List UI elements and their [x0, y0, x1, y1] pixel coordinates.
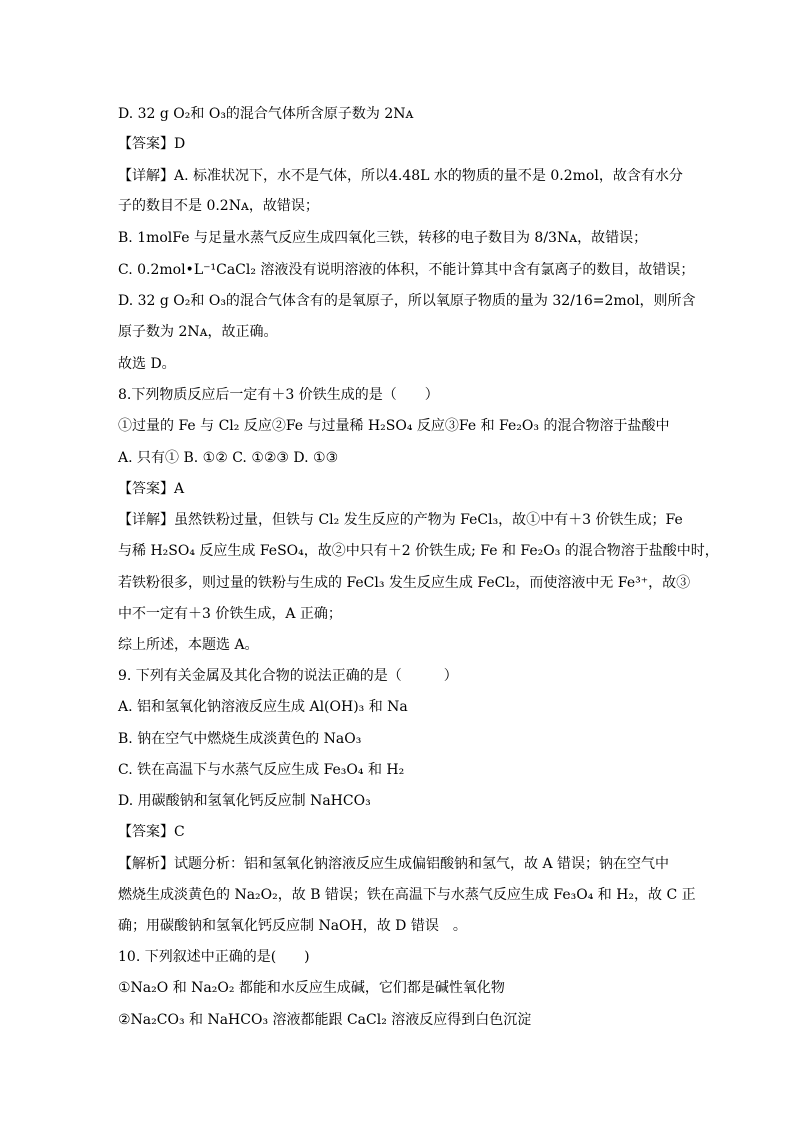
question-10-item1: ①Na₂O 和 Na₂O₂ 都能和水反应生成碱，它们都是碱性氧化物: [118, 980, 505, 996]
explanation-q8-line4: 中不一定有＋3 价铁生成，A 正确；: [118, 606, 342, 622]
answer-q8: 【答案】A: [118, 481, 185, 497]
explanation-q7-line6: 原子数为 2Nᴀ，故正确。: [118, 324, 278, 340]
option-d-q7: D. 32 g O₂和 O₃的混合气体所含原子数为 2Nᴀ: [118, 106, 414, 122]
question-8-options: A. 只有① B. ①② C. ①②③ D. ①③: [118, 450, 339, 466]
option-b-q9: B. 钠在空气中燃烧生成淡黄色的 NaO₃: [118, 731, 362, 747]
conclusion-q8: 综上所述，本题选 A。: [118, 637, 259, 653]
question-10: 10. 下列叙述中正确的是( ): [118, 949, 310, 965]
answer-q9: 【答案】C: [118, 824, 185, 840]
explanation-q7-line2: 子的数目不是 0.2Nᴀ，故错误；: [118, 198, 319, 214]
analysis-q9-line2: 燃烧生成淡黄色的 Na₂O₂，故 B 错误；铁在高温下与水蒸气反应生成 Fe₃O₄ 和 H₂，故 C 正: [118, 887, 696, 903]
explanation-q7-line1: 【详解】A. 标准状况下，水不是气体，所以4.48L 水的物质的量不是 0.2mol，故含有水分: [118, 168, 683, 184]
answer-q7: 【答案】D: [118, 136, 186, 152]
option-d-q9: D. 用碳酸钠和氢氧化钙反应制 NaHCO₃: [118, 793, 371, 809]
option-c-q9: C. 铁在高温下与水蒸气反应生成 Fe₃O₄ 和 H₂: [118, 762, 405, 778]
question-9: 9. 下列有关金属及其化合物的说法正确的是（ ）: [118, 668, 458, 684]
question-10-item2: ②Na₂CO₃ 和 NaHCO₃ 溶液都能跟 CaCl₂ 溶液反应得到白色沉淀: [118, 1012, 532, 1028]
question-8: 8.下列物质反应后一定有＋3 价铁生成的是（ ）: [118, 387, 439, 403]
explanation-q7-line4: C. 0.2mol•L⁻¹CaCl₂ 溶液没有说明溶液的体积，不能计算其中含有氯离子的数目，故错误；: [118, 262, 695, 278]
option-a-q9: A. 铝和氢氧化钠溶液反应生成 Al(OH)₃ 和 Na: [118, 699, 408, 715]
explanation-q7-line5: D. 32 g O₂和 O₃的混合气体含有的是氧原子，所以氧原子物质的量为 32/16=2mol，则所含: [118, 293, 696, 309]
explanation-q7-line3: B. 1molFe 与足量水蒸气反应生成四氧化三铁，转移的电子数目为 8/3Nᴀ，故错误；: [118, 230, 648, 246]
analysis-q9-line3: 确；用碳酸钠和氢氧化钙反应制 NaOH，故 D 错误 。: [118, 918, 467, 934]
question-8-items: ①过量的 Fe 与 Cl₂ 反应②Fe 与过量稀 H₂SO₄ 反应③Fe 和 Fe₂O₃ 的混合物溶于盐酸中: [118, 418, 670, 434]
explanation-q8-line1: 【详解】虽然铁粉过量，但铁与 Cl₂ 发生反应的产物为 FeCl₃，故①中有＋3 价铁生成；Fe: [118, 512, 683, 528]
explanation-q8-line2: 与稀 H₂SO₄ 反应生成 FeSO₄，故②中只有＋2 价铁生成; Fe 和 Fe₂O₃ 的混合物溶于盐酸中时，: [118, 543, 719, 559]
explanation-q8-line3: 若铁粉很多，则过量的铁粉与生成的 FeCl₃ 发生反应生成 FeCl₂，而使溶液中无 Fe³⁺，故③: [118, 575, 691, 591]
analysis-q9-line1: 【解析】试题分析：铝和氢氧化钠溶液反应生成偏铝酸钠和氢气，故 A 错误；钠在空气中: [118, 856, 670, 872]
conclusion-q7: 故选 D。: [118, 356, 176, 372]
